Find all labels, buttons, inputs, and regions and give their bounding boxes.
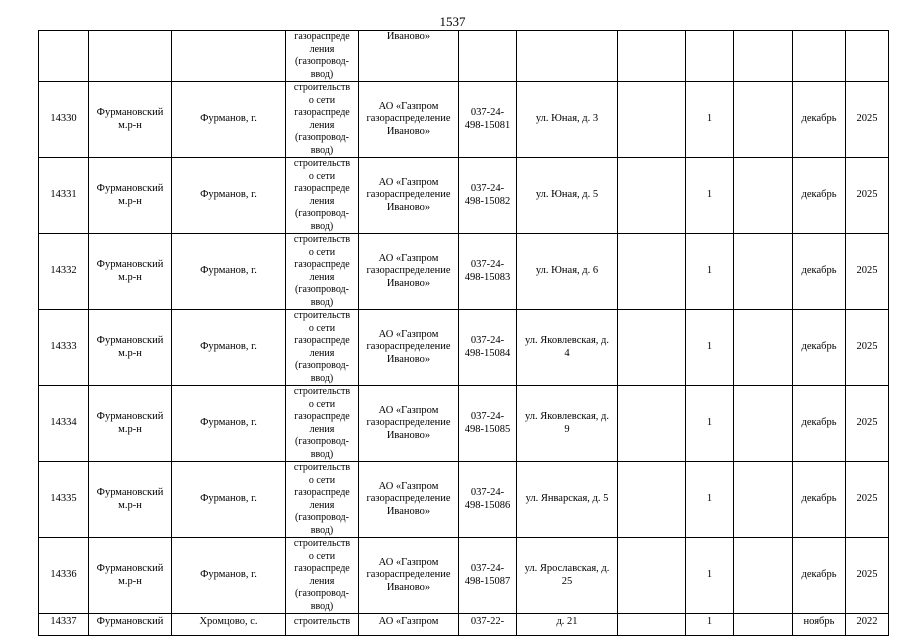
cell-organization: АО «Газпром газораспределение Иваново» xyxy=(359,386,459,462)
cell-organization: АО «Газпром xyxy=(359,614,459,636)
cell-district: Фурмановский м.р-н xyxy=(89,82,172,158)
cell-extra-a xyxy=(618,82,686,158)
table-row xyxy=(39,386,889,462)
cell-extra-a xyxy=(618,462,686,538)
cell-code: 037-24- 498-15085 xyxy=(459,386,517,462)
cell-year: 2025 xyxy=(846,310,889,386)
cell-month: ноябрь xyxy=(793,614,846,636)
cell-qty: 1 xyxy=(686,462,734,538)
cell-district: Фурмановский xyxy=(89,614,172,636)
table-row xyxy=(39,310,889,386)
cell-locality: Фурманов, г. xyxy=(172,538,286,614)
cell-district: Фурмановский м.р-н xyxy=(89,538,172,614)
cell-work-type: строительств xyxy=(286,614,359,636)
cell-district: Фурмановский м.р-н xyxy=(89,310,172,386)
cell-address xyxy=(517,31,618,82)
cell-extra-b xyxy=(734,310,793,386)
cell-extra-b xyxy=(734,31,793,82)
gas-network-table xyxy=(38,30,889,636)
cell-qty: 1 xyxy=(686,158,734,234)
cell-year: 2025 xyxy=(846,82,889,158)
table-row-partial xyxy=(39,614,889,636)
table-row xyxy=(39,234,889,310)
cell-extra-a xyxy=(618,158,686,234)
cell-month: декабрь xyxy=(793,82,846,158)
cell-qty xyxy=(686,31,734,82)
cell-year: 2025 xyxy=(846,158,889,234)
cell-organization: АО «Газпром газораспределение Иваново» xyxy=(359,462,459,538)
cell-year: 2025 xyxy=(846,386,889,462)
table-row-continued xyxy=(39,31,889,82)
cell-work-type: строительств о сети газораспреде ления (газопровод- ввод) xyxy=(286,386,359,462)
cell-qty: 1 xyxy=(686,310,734,386)
cell-extra-b xyxy=(734,538,793,614)
cell-qty: 1 xyxy=(686,386,734,462)
cell-organization: АО «Газпром газораспределение Иваново» xyxy=(359,234,459,310)
cell-qty: 1 xyxy=(686,82,734,158)
cell-extra-a xyxy=(618,614,686,636)
cell-address: д. 21 xyxy=(517,614,618,636)
cell-month: декабрь xyxy=(793,310,846,386)
cell-locality: Фурманов, г. xyxy=(172,462,286,538)
page-number: 1537 xyxy=(439,14,466,29)
cell-month: декабрь xyxy=(793,538,846,614)
cell-qty: 1 xyxy=(686,538,734,614)
cell-extra-a xyxy=(618,31,686,82)
cell-locality: Фурманов, г. xyxy=(172,82,286,158)
cell-num: 14330 xyxy=(39,82,89,158)
table-row xyxy=(39,462,889,538)
cell-num: 14335 xyxy=(39,462,89,538)
cell-num: 14336 xyxy=(39,538,89,614)
cell-qty: 1 xyxy=(686,234,734,310)
cell-extra-b xyxy=(734,234,793,310)
cell-district: Фурмановский м.р-н xyxy=(89,462,172,538)
cell-num: 14331 xyxy=(39,158,89,234)
cell-code: 037-24- 498-15087 xyxy=(459,538,517,614)
cell-work-type: строительств о сети газораспреде ления (газопровод- ввод) xyxy=(286,234,359,310)
cell-code: 037-24- 498-15084 xyxy=(459,310,517,386)
cell-address: ул. Юная, д. 3 xyxy=(517,82,618,158)
cell-extra-b xyxy=(734,82,793,158)
cell-code: 037-24- 498-15083 xyxy=(459,234,517,310)
cell-code: 037-22- xyxy=(459,614,517,636)
cell-locality: Фурманов, г. xyxy=(172,310,286,386)
cell-month xyxy=(793,31,846,82)
cell-num xyxy=(39,31,89,82)
cell-address: ул. Яковлевская, д. 9 xyxy=(517,386,618,462)
cell-work-type: газораспреде ления (газопровод- ввод) xyxy=(286,31,359,82)
cell-num: 14333 xyxy=(39,310,89,386)
cell-num: 14337 xyxy=(39,614,89,636)
cell-month: декабрь xyxy=(793,158,846,234)
cell-year: 2025 xyxy=(846,462,889,538)
cell-locality: Фурманов, г. xyxy=(172,386,286,462)
cell-address: ул. Яковлевская, д. 4 xyxy=(517,310,618,386)
cell-locality: Фурманов, г. xyxy=(172,234,286,310)
cell-address: ул. Ярославская, д. 25 xyxy=(517,538,618,614)
cell-qty: 1 xyxy=(686,614,734,636)
cell-locality xyxy=(172,31,286,82)
cell-address: ул. Январская, д. 5 xyxy=(517,462,618,538)
cell-work-type: строительств о сети газораспреде ления (газопровод- ввод) xyxy=(286,538,359,614)
cell-extra-a xyxy=(618,538,686,614)
cell-district xyxy=(89,31,172,82)
cell-work-type: строительств о сети газораспреде ления (газопровод- ввод) xyxy=(286,82,359,158)
cell-month: декабрь xyxy=(793,462,846,538)
cell-locality: Фурманов, г. xyxy=(172,158,286,234)
cell-year: 2025 xyxy=(846,234,889,310)
cell-year xyxy=(846,31,889,82)
cell-num: 14332 xyxy=(39,234,89,310)
cell-year: 2022 xyxy=(846,614,889,636)
cell-locality: Хромцово, с. xyxy=(172,614,286,636)
table-row xyxy=(39,538,889,614)
cell-address: ул. Юная, д. 5 xyxy=(517,158,618,234)
cell-work-type: строительств о сети газораспреде ления (газопровод- ввод) xyxy=(286,310,359,386)
cell-address: ул. Юная, д. 6 xyxy=(517,234,618,310)
table-row xyxy=(39,158,889,234)
cell-organization: Иваново» xyxy=(359,31,459,82)
cell-code: 037-24- 498-15081 xyxy=(459,82,517,158)
cell-extra-b xyxy=(734,158,793,234)
cell-code xyxy=(459,31,517,82)
cell-month: декабрь xyxy=(793,386,846,462)
cell-extra-b xyxy=(734,386,793,462)
cell-code: 037-24- 498-15086 xyxy=(459,462,517,538)
cell-extra-a xyxy=(618,310,686,386)
table-row xyxy=(39,82,889,158)
cell-organization: АО «Газпром газораспределение Иваново» xyxy=(359,310,459,386)
cell-organization: АО «Газпром газораспределение Иваново» xyxy=(359,158,459,234)
cell-extra-b xyxy=(734,462,793,538)
cell-organization: АО «Газпром газораспределение Иваново» xyxy=(359,82,459,158)
cell-work-type: строительств о сети газораспреде ления (газопровод- ввод) xyxy=(286,158,359,234)
cell-district: Фурмановский м.р-н xyxy=(89,158,172,234)
cell-code: 037-24- 498-15082 xyxy=(459,158,517,234)
cell-year: 2025 xyxy=(846,538,889,614)
cell-district: Фурмановский м.р-н xyxy=(89,386,172,462)
cell-month: декабрь xyxy=(793,234,846,310)
cell-extra-b xyxy=(734,614,793,636)
cell-extra-a xyxy=(618,234,686,310)
cell-num: 14334 xyxy=(39,386,89,462)
cell-district: Фурмановский м.р-н xyxy=(89,234,172,310)
cell-extra-a xyxy=(618,386,686,462)
cell-work-type: строительств о сети газораспреде ления (газопровод- ввод) xyxy=(286,462,359,538)
cell-organization: АО «Газпром газораспределение Иваново» xyxy=(359,538,459,614)
